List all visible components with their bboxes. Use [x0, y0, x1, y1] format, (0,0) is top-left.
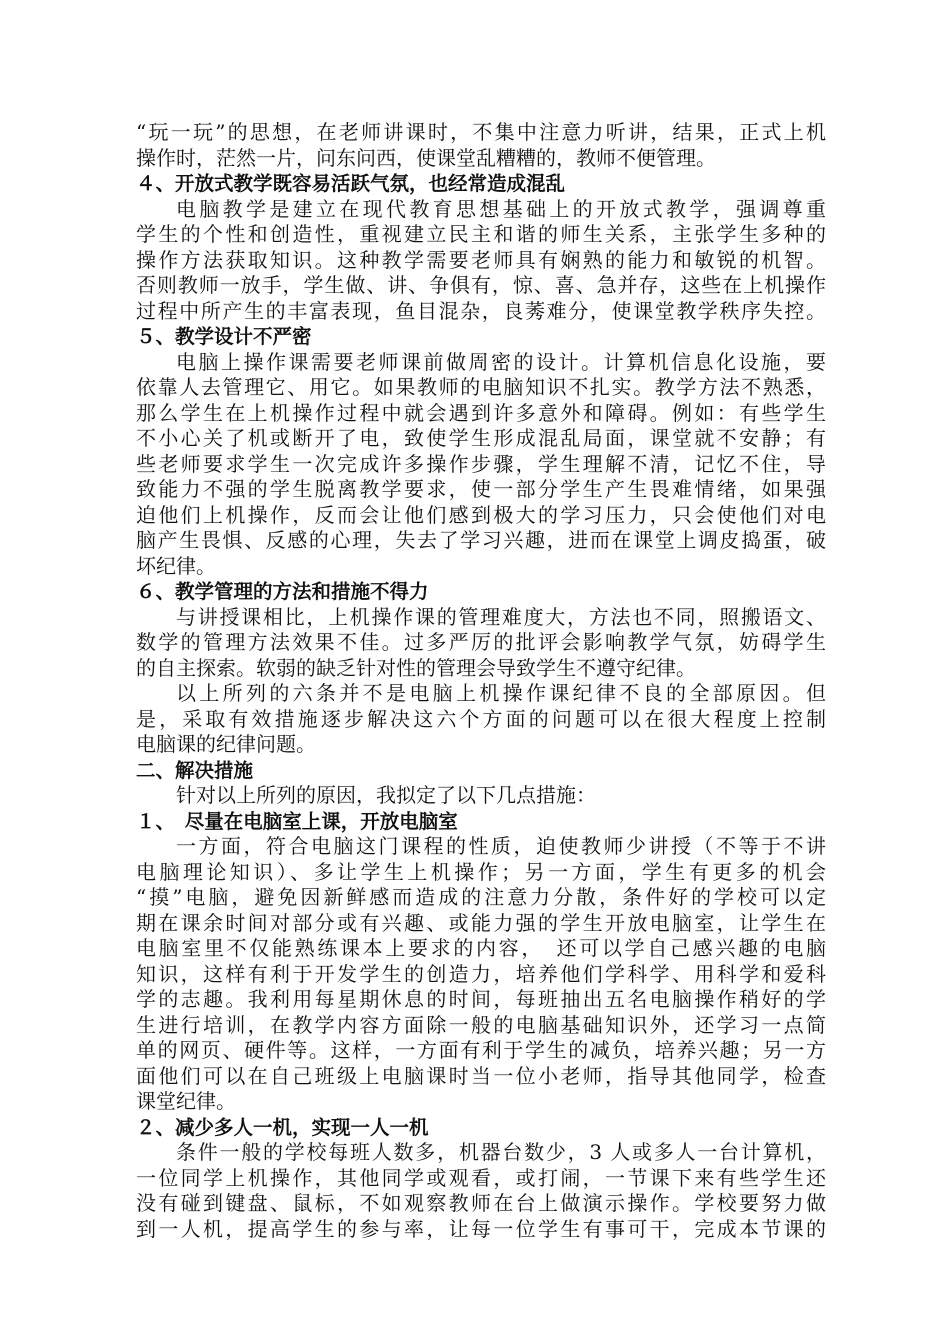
paragraph-line: 的自主探索。软弱的缺乏针对性的管理会导致学生不遵守纪律。 — [136, 655, 696, 680]
paragraph-line: 电脑教学是建立在现代教育思想基础上的开放式教学，强调尊重 — [176, 196, 826, 221]
paragraph-line: 学生的个性和创造性，重视建立民主和谐的师生关系，主张学生多种的 — [136, 222, 826, 246]
paragraph-line: 与讲授课相比，上机操作课的管理难度大，方法也不同，照搬语文、 — [176, 604, 826, 629]
paragraph-line: 到一人机，提高学生的参与率，让每一位学生有事可干，完成本节课的 — [136, 1216, 826, 1241]
paragraph-line: 面他们可以在自己班级上电脑课时当一位小老师，指导其他同学，检查 — [136, 1063, 826, 1088]
paragraph-line: 那么学生在上机操作过程中就会遇到许多意外和障碍。例如：有些学生 — [136, 400, 826, 425]
document-page — [136, 120, 826, 1242]
paragraph-line: 过程中所产生的丰富表现，鱼目混杂，良莠难分，使课堂教学秩序失控。 — [136, 298, 826, 323]
paragraph-line: 操作时，茫然一片，问东问西，使课堂乱糟糟的，教师不便管理。 — [136, 145, 716, 170]
paragraph-line: 电脑理论知识）、多让学生上机操作；另一方面，学生有更多的机会 — [136, 859, 826, 884]
paragraph-line: 致能力不强的学生脱离教学要求，使一部分学生产生畏难情绪，如果强 — [136, 477, 826, 501]
paragraph-line: “玩一玩”的思想，在老师讲课时，不集中注意力听讲，结果，正式上机 — [136, 120, 826, 144]
paragraph-line: 期在课余时间对部分或有兴趣、或能力强的学生开放电脑室，让学生在 — [136, 910, 826, 935]
section-heading: １、 尽量在电脑室上课，开放电脑室 — [136, 809, 458, 833]
paragraph-line: 知识，这样有利于开发学生的创造力，培养他们学科学、用科学和爱科 — [136, 961, 826, 986]
paragraph-line: 坏纪律。 — [136, 553, 216, 578]
paragraph-line: 条件一般的学校每班人数多，机器台数少，3 人或多人一台计算机， — [176, 1140, 826, 1164]
paragraph-line: 一方面，符合电脑这门课程的性质，迫使教师少讲授（不等于不讲 — [176, 834, 826, 858]
paragraph-line: 课堂纪律。 — [136, 1089, 236, 1113]
paragraph-line: 数学的管理方法效果不佳。过多严厉的批评会影响教学气氛，妨碍学生 — [136, 630, 826, 654]
paragraph-line: 没有碰到键盘、鼠标，不如观察教师在台上做演示操作。学校要努力做 — [136, 1191, 826, 1215]
paragraph-line: 一位同学上机操作，其他同学或观看，或打闹，一节课下来有些学生还 — [136, 1165, 826, 1190]
paragraph-line: “摸”电脑，避免因新鲜感而造成的注意力分散，条件好的学校可以定 — [136, 885, 826, 909]
section-heading: ５、教学设计不严密 — [136, 325, 312, 348]
section-heading: ６、教学管理的方法和措施不得力 — [136, 580, 429, 603]
paragraph-line: 电脑课的纪律问题。 — [136, 732, 316, 756]
paragraph-line: 不小心关了机或断开了电，致使学生形成混乱局面，课堂就不安静；有 — [136, 426, 826, 450]
paragraph-line: 电脑室里不仅能熟练课本上要求的内容， 还可以学自己感兴趣的电脑 — [136, 936, 826, 960]
paragraph-line: 学的志趣。我利用每星期休息的时间，每班抽出五名电脑操作稍好的学 — [136, 987, 826, 1011]
paragraph-line: 电脑上操作课需要老师课前做周密的设计。计算机信息化设施，要 — [176, 349, 826, 374]
paragraph-line: 单的网页、硬件等。这样，一方面有利于学生的减负，培养兴趣；另一方 — [136, 1038, 826, 1062]
paragraph-line: 是，采取有效措施逐步解决这六个方面的问题可以在很大程度上控制 — [136, 706, 826, 731]
paragraph-line: 脑产生畏惧、反感的心理，失去了学习兴趣，进而在课堂上调皮捣蛋，破 — [136, 528, 826, 552]
paragraph-line: 以上所列的六条并不是电脑上机操作课纪律不良的全部原因。但 — [176, 681, 826, 705]
paragraph-line: 针对以上所列的原因，我拟定了以下几点措施： — [176, 783, 596, 807]
paragraph-line: 依靠人去管理它、用它。如果教师的电脑知识不扎实。教学方法不熟悉， — [136, 375, 826, 399]
paragraph-line: 迫他们上机操作，反而会让他们感到极大的学习压力，只会使他们对电 — [136, 502, 826, 527]
section-heading: 二、解决措施 — [136, 758, 254, 782]
paragraph-line: 生进行培训，在教学内容方面除一般的电脑基础知识外，还学习一点简 — [136, 1012, 826, 1037]
paragraph-line: 些老师要求学生一次完成许多操作步骤，学生理解不清，记忆不住，导 — [136, 451, 826, 476]
paragraph-line: 操作方法获取知识。这种教学需要老师具有娴熟的能力和敏锐的机智。 — [136, 247, 826, 272]
paragraph-line: 否则教师一放手，学生做、讲、争俱有，惊、喜、急并存，这些在上机操作 — [136, 273, 826, 297]
section-heading: ２、减少多人一机，实现一人一机 — [136, 1115, 429, 1139]
section-heading: ４、开放式教学既容易活跃气氛，也经常造成混乱 — [136, 172, 566, 195]
